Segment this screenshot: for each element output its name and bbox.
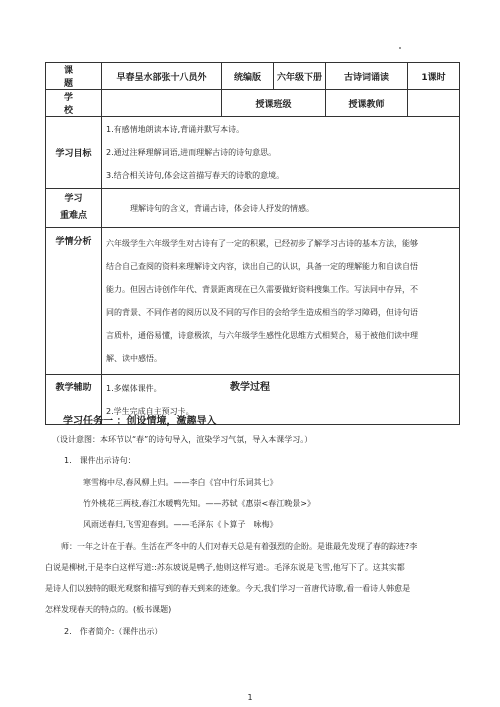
course-title: 早春呈水部张十八员外 bbox=[102, 63, 222, 90]
teacher-value bbox=[408, 90, 460, 117]
key-points-label-line1: 学习 bbox=[64, 194, 83, 204]
analysis-line: 言质朴，通俗易懂，诗意极浓，与六年级学生感性化思维方式相契合，易于被他们读中理 bbox=[106, 331, 418, 340]
course-label: 课 题 bbox=[46, 63, 102, 90]
analysis-line: 结合自己查阅的资料来理解诗文内容，读出自己的认识，具备一定的理解能力和自读自悟 bbox=[106, 262, 418, 271]
key-points-label-line2: 重难点 bbox=[59, 211, 87, 221]
goals-row bbox=[46, 117, 460, 189]
header-row-school bbox=[46, 90, 460, 117]
poem-line: 竹外桃花三两枝,春江水暖鸭先知。——苏轼《惠崇<春江晚景>》 bbox=[83, 499, 315, 508]
aids-label: 教学辅助 bbox=[46, 375, 102, 425]
section-title: 教学过程 bbox=[230, 382, 270, 393]
key-points-label bbox=[46, 189, 102, 228]
analysis-row bbox=[46, 228, 460, 375]
task-heading: 学习任务一 ：创设情境，激趣导入 bbox=[63, 416, 217, 427]
analysis-line: 解、读中感悟。 bbox=[106, 354, 162, 363]
goal-item: 3.结合相关诗句,体会这首描写春天的诗歌的意境。 bbox=[106, 171, 285, 180]
aid-item: 1.多媒体课件。 bbox=[106, 383, 162, 393]
poem-line: 寒雪梅中尽,春风柳上归。——李白《宫中行乐词其七》 bbox=[83, 478, 278, 487]
step-1: 1. 课件出示诗句： bbox=[64, 456, 136, 465]
teacher-line: 师：一年之计在于春。生活在严冬中的人们对春天总是有着强烈的企盼。是谁最先发现了春的踪迹?李 bbox=[45, 542, 418, 551]
teacher-label: 授课教师 bbox=[326, 90, 408, 117]
analysis-line: 同的背景、不同作者的阅历以及不同的写作目的会给学生造成相当的学习障碍，但诗句语 bbox=[106, 308, 418, 317]
poem-line: 风雨送春归,飞雪迎春到。——毛泽东《卜算子 咏梅》 bbox=[83, 520, 278, 529]
analysis-line: 能力。但因古诗创作年代、背景距离现在已久需要做好资料搜集工作。写法同中存异，不 bbox=[106, 285, 418, 294]
key-points-row bbox=[46, 189, 460, 228]
edition: 统编版 bbox=[222, 63, 274, 90]
school-label: 学 校 bbox=[46, 90, 102, 117]
lesson-plan-table bbox=[45, 62, 460, 425]
teacher-line: 是诗人们以独特的眼光观察和描写到的春天到来的迹象。今天,我们学习一首唐代诗歌,看一看诗人韩愈是 bbox=[45, 584, 411, 593]
analysis-content bbox=[102, 228, 460, 375]
goal-item: 1.有感情地朗读本诗,背诵并默写本诗。 bbox=[106, 125, 245, 134]
school-value bbox=[102, 90, 222, 117]
page-dot bbox=[399, 47, 401, 49]
analysis-line: 六年级学生六年级学生对古诗有了一定的积累，已经初步了解学习古诗的基本方法，能够 bbox=[106, 239, 418, 248]
header-row-course bbox=[46, 63, 460, 90]
goals-content bbox=[102, 117, 460, 189]
page-number: 1 bbox=[247, 693, 253, 702]
analysis-label: 学情分析 bbox=[46, 228, 102, 375]
period: 1课时 bbox=[408, 63, 460, 90]
goals-label: 学习目标 bbox=[46, 117, 102, 189]
step-2: 2. 作者简介:（课件出示） bbox=[64, 627, 163, 636]
design-intent: （设计意图：本环节以“春”的诗句导入，渲染学习气氛，导入本课学习。） bbox=[52, 435, 313, 444]
teacher-paragraph bbox=[45, 536, 459, 620]
teacher-line: 白说是柳树,于是李白这样写道::苏东坡说是鸭子,他则这样写道:。毛泽东说是飞雪,他写下了。这其实都 bbox=[45, 563, 405, 572]
key-points-text: 理解诗句的含义，背诵古诗，体会诗人抒发的情感。 bbox=[102, 189, 460, 228]
class-label: 授课班级 bbox=[222, 90, 326, 117]
teacher-line: 怎样发现春天的特点的。(板书课题) bbox=[45, 605, 172, 614]
goal-item: 2.通过注释理解词语,进而理解古诗的诗句意思。 bbox=[106, 148, 277, 157]
unit: 古诗词诵读 bbox=[326, 63, 408, 90]
grade: 六年级下册 bbox=[274, 63, 326, 90]
aid-item: 2.学生完成自主预习卡。 bbox=[106, 406, 194, 416]
